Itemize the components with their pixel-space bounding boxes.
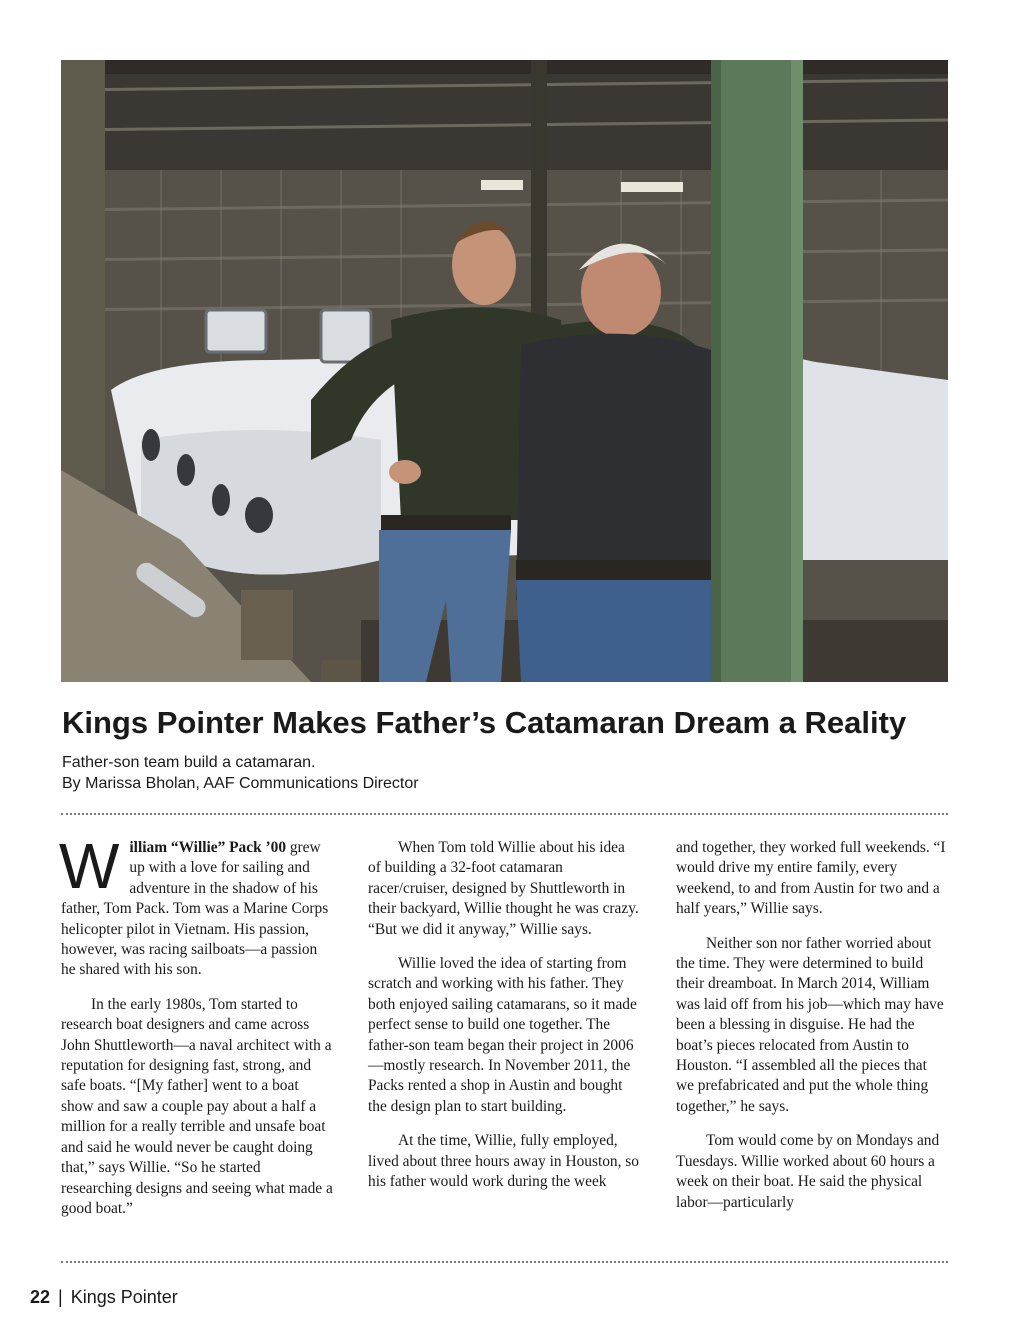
column-2 bbox=[368, 838, 640, 1207]
publication-name: Kings Pointer bbox=[70, 1287, 178, 1307]
article-byline: By Marissa Bholan, AAF Communications Director bbox=[62, 775, 419, 792]
paragraph-6: and together, they worked full weekends. “I would drive my entire family, every weekend, to and from Austin for two and a half years,” Willie says. bbox=[676, 839, 946, 918]
article-headline: Kings Pointer Makes Father’s Catamaran Dream a Reality bbox=[62, 705, 907, 740]
paragraph-4: Willie loved the idea of starting from scratch and working with his father. They both enjoyed sailing catamarans, so it made perfect sense to build one together. The father-son team began their project in 2006—mostly research. In November 2011, the Packs rented a shop in Austin and bought the design plan to start building. bbox=[368, 955, 637, 1115]
paragraph-7: Neither son nor father worried about the time. They were determined to build their dreamboat. In March 2014, William was laid off from his job—which may have been a blessing in disguise. He had the boat’s pieces relocated from Austin to Houston. “I assembled all the pieces that we prefabricated and put the whole thing together,” he says. bbox=[676, 934, 944, 1115]
drop-cap: W bbox=[59, 830, 120, 902]
page-number: 22 bbox=[30, 1287, 51, 1307]
lead-name: illiam “Willie” Pack ’00 bbox=[129, 839, 287, 856]
paragraph-8: Tom would come by on Mondays and Tuesdays. Willie worked about 60 hours a week on their boat. He said the physical labor—particularly bbox=[676, 1132, 940, 1211]
lead-paragraph bbox=[59, 830, 333, 981]
bottom-dotted-divider bbox=[61, 1261, 948, 1263]
article-subhead: Father-son team build a catamaran. bbox=[62, 754, 316, 771]
top-dotted-divider bbox=[61, 813, 948, 815]
column-1 bbox=[59, 830, 333, 1233]
column-3 bbox=[676, 838, 948, 1227]
paragraph-2: In the early 1980s, Tom started to research boat designers and came across John Shuttleworth—a naval architect with a reputation for designing fast, strong, and safe boats. “[My father] went to a boat show and saw a couple pay about a half a million for a really terrible and unsafe boat and said he would never be caught doing that,” says Willie. “So he started researching designs and seeing what made a good boat.” bbox=[61, 995, 333, 1217]
footer-separator: | bbox=[58, 1287, 63, 1307]
lead-rest: grew up with a love for sailing and adventure in the shadow of his father, Tom Pack. Tom was a Marine Corps helicopter pilot in Vietnam. His passion, however, was racing sailboats—a passion he shared with his son. bbox=[61, 839, 329, 979]
article-photo bbox=[61, 60, 948, 682]
page-footer bbox=[30, 1286, 178, 1308]
paragraph-5: At the time, Willie, fully employed, lived about three hours away in Houston, so his father would work during the week bbox=[368, 1132, 639, 1191]
photo-father-son-catamaran bbox=[61, 60, 948, 682]
paragraph-3: When Tom told Willie about his idea of building a 32-foot catamaran racer/cruiser, designed by Shuttleworth in their backyard, Willie thought he was crazy. “But we did it anyway,” Willie says. bbox=[368, 839, 639, 938]
